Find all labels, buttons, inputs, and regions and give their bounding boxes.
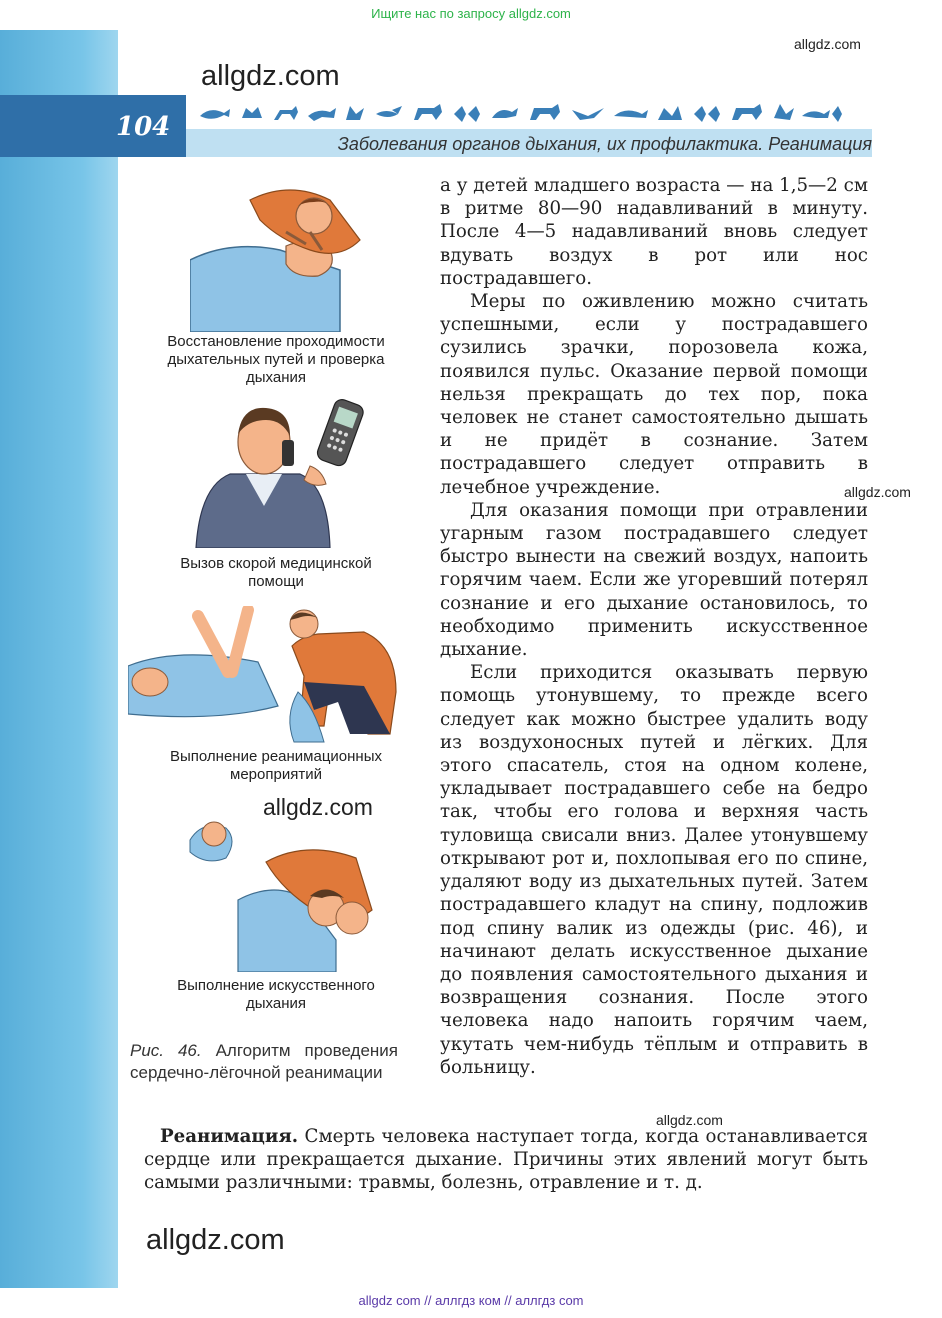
figure-caption-label: Рис. 46. xyxy=(130,1041,202,1060)
figure-caption xyxy=(130,1040,398,1084)
rescue-breathing-illustration xyxy=(186,800,376,972)
watermark-after-column[interactable]: allgdz.com xyxy=(656,1112,723,1128)
figure-caption-text: Алгоритм проведения сердечно-лёгочной реанимации xyxy=(130,1041,398,1082)
footer-links[interactable]: allgdz com // аллгдз ком // аллгдз com xyxy=(358,1293,584,1308)
page-number: 104 xyxy=(116,112,171,142)
bottom-paragraph xyxy=(144,1125,868,1195)
reanimation-text: Смерть человека наступает тогда, когда останавливается сердце или прекращается дыхание. Причины этих явлений могут быть самыми различными: травмы, болезнь, отравление и т. д. xyxy=(144,1126,868,1194)
watermark-mid-right[interactable]: allgdz.com xyxy=(844,484,911,500)
illustration-caption-3: Выполнение реанимационных мероприятий xyxy=(170,748,382,783)
main-text-column xyxy=(440,174,868,1079)
text-paragraph-3: Для оказания помощи при отравлении угарным газом пострадавшего следует быстро вынести на свежий воздух, напоить горячим чаем. Если же угоревший потерял сознание и его дыхание остановилось, то необходимо применить искусственное дыхание. xyxy=(440,499,868,661)
section-heading: Заболевания органов дыхания, их профилактика. Реанимация xyxy=(337,134,872,154)
watermark-bottom-left[interactable]: allgdz.com xyxy=(146,1224,285,1256)
illustration-caption-1: Восстановление проходимости дыхательных путей и проверка дыхания xyxy=(167,333,385,386)
cpr-illustration xyxy=(128,606,424,746)
illustration-caption-4: Выполнение искусственного дыхания xyxy=(177,977,375,1012)
text-paragraph-1: а у детей младшего возраста — на 1,5—2 см в ритме 80—90 надавливаний в минуту. После 4—5 надавливаний вновь следует вдувать воздух в рот или нос пострадавшего. xyxy=(440,175,868,289)
illustration-caption-2: Вызов скорой медицинской помощи xyxy=(180,555,372,590)
left-blue-strip xyxy=(0,30,118,1288)
watermark-top-right[interactable]: allgdz.com xyxy=(794,36,861,52)
watermark-image-mid[interactable]: allgdz.com xyxy=(263,794,373,820)
watermark-logo-top[interactable]: allgdz.com xyxy=(201,60,340,92)
reanimation-term: Реанимация. xyxy=(160,1126,299,1147)
text-paragraph-4: Если приходится оказывать первую помощь утонувшему, то прежде всего следует как можно быстрее удалить воду из воздухоносных путей и лёгких. Для этого спасатель, стоя на одном колене, укладывает пострадавшего себе на бедро так, чтобы его голова и верхняя часть туловища свисали вниз. Далее утонувшему открывают рот и, похлопывая его по спине, удаляют воду из дыхательных путей. Затем пострадавшего кладут на спину, подложив под спину валик из одежды (рис. 46), и начинают делать искусственное дыхание до появления самостоятельного дыхания и возвращения сознания. После этого человека надо напоить горячим чаем, укутать чем-нибудь тёплым и отправить в больницу. xyxy=(440,662,868,1078)
top-banner[interactable]: Ищите нас по запросу allgdz.com xyxy=(371,6,571,21)
text-paragraph-2: Меры по оживлению можно считать успешными, если у пострадавшего сузились зрачки, порозовела кожа, появился пульс. Оказание первой помощи нельзя прекращать до тех пор, пока человек не станет самостоятельно дышать и не придёт в сознание. Затем пострадавшего следует отправить в лечебное учреждение. xyxy=(440,291,868,498)
animal-silhouettes-icon xyxy=(196,100,844,126)
emergency-call-illustration xyxy=(190,396,366,548)
airway-check-illustration xyxy=(190,180,370,332)
